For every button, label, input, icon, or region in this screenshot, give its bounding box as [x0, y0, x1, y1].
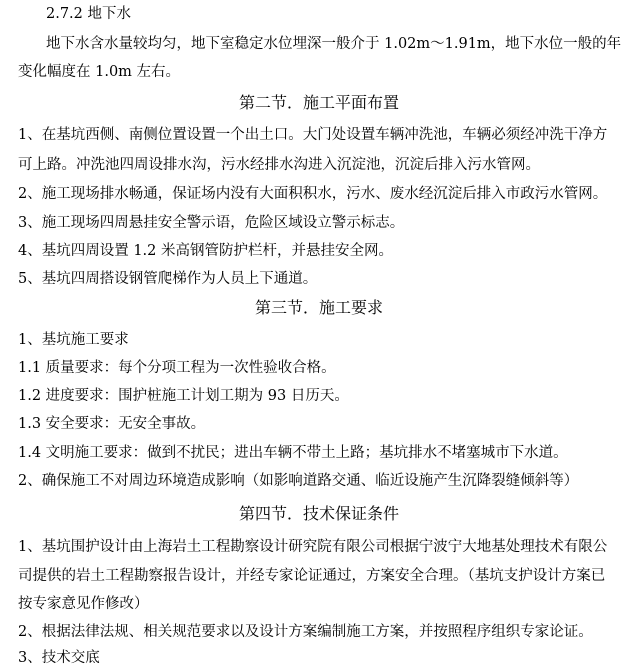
list-item: 1、基坑围护设计由上海岩土工程勘察设计研究院有限公司根据宁波宁大地基处理技术有限公	[18, 539, 608, 555]
list-item: 4、基坑四周设置 1.2 米高钢管防护栏杆，并悬挂安全网。	[18, 243, 394, 259]
list-item: 1.2 进度要求：围护桩施工计划工期为 93 日历天。	[18, 388, 349, 404]
list-item: 1.4 文明施工要求：做到不扰民；进出车辆不带土上路；基坑排水不堵塞城市下水道。	[18, 445, 568, 461]
subsection-title: 2.7.2 地下水	[46, 6, 132, 22]
list-item: 2、确保施工不对周边环境造成影响（如影响道路交通、临近设施产生沉降裂缝倾斜等）	[18, 473, 579, 489]
section-heading: 第二节．施工平面布置	[238, 93, 399, 112]
list-item: 5、基坑四周搭设钢管爬梯作为人员上下通道。	[18, 271, 318, 287]
list-item: 2、根据法律法规、相关规范要求以及设计方案编制施工方案，并按照程序组织专家论证。	[18, 624, 593, 640]
section-heading: 第四节．技术保证条件	[238, 504, 399, 523]
list-item: 1.1 质量要求：每个分项工程为一次性验收合格。	[18, 360, 336, 376]
list-item: 按专家意见作修改）	[18, 596, 149, 612]
list-item: 1.3 安全要求：无安全事故。	[18, 416, 206, 432]
section-heading: 第三节．施工要求	[254, 298, 383, 317]
list-item: 可上路。冲洗池四周设排水沟，污水经排水沟进入沉淀池，沉淀后排入污水管网。	[18, 157, 540, 173]
list-item: 3、技术交底	[18, 650, 100, 666]
list-item: 2、施工现场排水畅通，保证场内没有大面积积水，污水、废水经沉淀后排入市政污水管网。	[18, 186, 608, 202]
list-item: 1、在基坑西侧、南侧位置设置一个出土口。大门处设置车辆冲洗池，车辆必须经冲洗干净方	[18, 127, 608, 143]
list-item: 司提供的岩土工程勘察报告设计，并经专家论证通过，方案安全合理。（基坑支护设计方案已	[18, 568, 606, 584]
list-item: 1、基坑施工要求	[18, 332, 129, 348]
paragraph-line: 变化幅度在 1.0m 左右。	[18, 64, 181, 80]
paragraph-line: 地下水含水量较均匀，地下室稳定水位埋深一般介于 1.02m～1.91m，地下水位一般的年	[46, 36, 622, 52]
list-item: 3、施工现场四周悬挂安全警示语，危险区域设立警示标志。	[18, 215, 405, 231]
